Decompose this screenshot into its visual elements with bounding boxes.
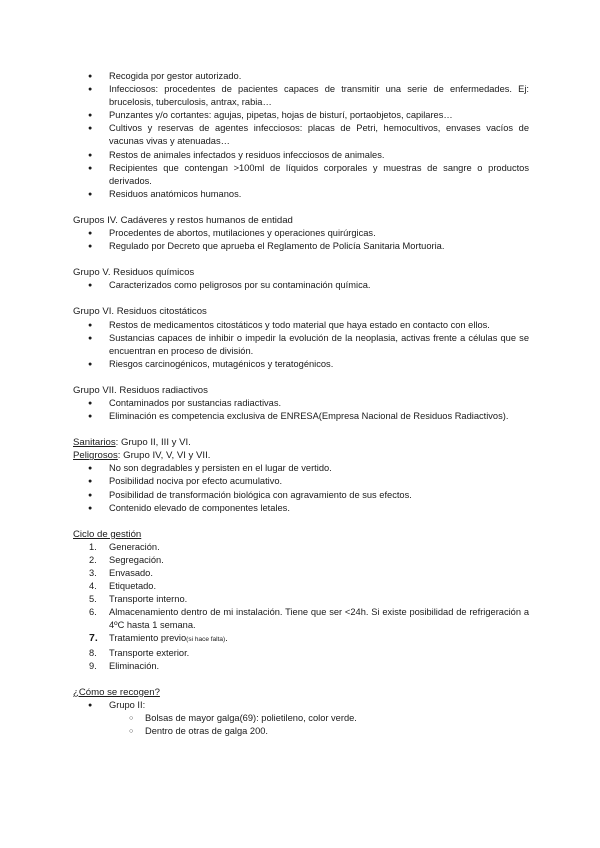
- ciclo-heading: Ciclo de gestión: [73, 528, 142, 540]
- grupo6-list: [73, 319, 529, 371]
- ciclo-list: [73, 541, 529, 673]
- list-item: ● Sustancias capaces de inhibir o impedir la evolución de la neoplasia, activas frente a células que se encuentran en proceso de división.: [73, 332, 529, 358]
- step-number: 3.: [89, 568, 97, 578]
- list-item: ● Posibilidad nociva por efecto acumulativo.: [73, 475, 529, 488]
- step-number: 1.: [89, 541, 97, 552]
- step-text: Generación.: [109, 541, 160, 552]
- list-item: ● Posibilidad de transformación biológica con agravamiento de sus efectos.: [73, 489, 529, 502]
- sanitarios-label: Sanitarios: [73, 437, 116, 449]
- grupo4-heading: Grupos IV. Cadáveres y restos humanos de entidad: [73, 214, 293, 226]
- step-text: Transporte exterior.: [109, 647, 190, 658]
- list-item: ● Contenido elevado de componentes letales.: [73, 502, 529, 515]
- step-text-end: .: [225, 633, 228, 644]
- grupo6-heading: Grupo VI. Residuos citostáticos: [73, 306, 207, 318]
- list-item: ● Riesgos carcinogénicos, mutagénicos y teratogénicos.: [73, 358, 529, 371]
- list-item: ● Grupo II:: [73, 699, 529, 712]
- recogen-sublist: [73, 712, 529, 738]
- step-text: Transporte interno.: [109, 594, 188, 605]
- list-item: ● Recogida por gestor autorizado.: [73, 70, 529, 83]
- step-number: 7.: [89, 632, 98, 645]
- list-item: [73, 632, 529, 646]
- list-item: ● No son degradables y persisten en el lugar de vertido.: [73, 462, 529, 475]
- grupo5-list: [73, 279, 529, 292]
- step-number: 5.: [89, 594, 97, 605]
- list-item: [73, 554, 529, 567]
- sanitarios-line: [73, 436, 529, 449]
- grupo3-list: [73, 70, 529, 201]
- list-item: [73, 593, 529, 606]
- list-item: ● Infecciosos: procedentes de pacientes capaces de transmitir una serie de enfermedades. Ej: brucelosis, tuberculosis, antrax, rabia…: [73, 83, 529, 109]
- list-item: ● Restos de animales infectados y residuos infecciosos de animales.: [73, 149, 529, 162]
- list-item: ● Recipientes que contengan >100ml de líquidos corporales y muestras de sangre o productos derivados.: [73, 162, 529, 188]
- list-item: ● Residuos anatómicos humanos.: [73, 188, 529, 201]
- list-item: [73, 567, 529, 580]
- step-text: Eliminación.: [109, 660, 160, 671]
- list-item: ● Procedentes de abortos, mutilaciones y operaciones quirúrgicas.: [73, 227, 529, 240]
- step-text: Etiquetado.: [109, 581, 157, 592]
- step-text: Envasado.: [109, 568, 153, 578]
- grupo4-list: [73, 227, 529, 253]
- recogen-heading: ¿Cómo se recogen?: [73, 686, 160, 698]
- grupo7-list: [73, 397, 529, 423]
- peligrosos-text: : Grupo IV, V, VI y VII.: [117, 450, 211, 462]
- grupo7-heading: Grupo VII. Residuos radiactivos: [73, 384, 208, 396]
- sanitarios-text: : Grupo II, III y VI.: [115, 437, 191, 449]
- list-item: [73, 580, 529, 593]
- sub-list-item: ○ Dentro de otras de galga 200.: [73, 725, 529, 738]
- list-item: [73, 541, 529, 554]
- list-item: ● Restos de medicamentos citostáticos y todo material que haya estado en contacto con ellos.: [73, 319, 529, 332]
- grupo5-heading: Grupo V. Residuos químicos: [73, 267, 195, 279]
- step-note: (si hace falta): [186, 636, 226, 644]
- peligrosos-line: [73, 449, 529, 462]
- step-number: 4.: [89, 581, 97, 592]
- recogen-list: [73, 699, 529, 712]
- list-item: ● Cultivos y reservas de agentes infecciosos: placas de Petri, hemocultivos, envases vacíos de vacunas vivas y atenuadas…: [73, 122, 529, 148]
- step-text: Segregación.: [109, 554, 164, 565]
- peligrosos-label: Peligrosos: [73, 450, 118, 462]
- list-item: ● Punzantes y/o cortantes: agujas, pipetas, hojas de bisturí, portaobjetos, capilares…: [73, 109, 529, 122]
- step-text: Almacenamiento dentro de mi instalación. Tiene que ser <24h. Si existe posibilidad de refrigeración a 4ºC hasta 1 semana.: [109, 607, 529, 631]
- list-item: ● Contaminados por sustancias radiactivas.: [73, 397, 529, 410]
- peligrosos-list: [73, 462, 529, 514]
- step-text: Tratamiento previo: [109, 633, 187, 644]
- list-item: [73, 606, 529, 632]
- list-item: [73, 647, 529, 660]
- document-content: [73, 70, 529, 738]
- list-item: ● Regulado por Decreto que aprueba el Reglamento de Policía Sanitaria Mortuoria.: [73, 240, 529, 253]
- step-number: 8.: [89, 647, 97, 658]
- step-number: 9.: [89, 660, 97, 671]
- list-item: ● Caracterizados como peligrosos por su contaminación química.: [73, 279, 529, 292]
- step-number: 6.: [89, 607, 97, 618]
- list-item: [73, 660, 529, 673]
- step-number: 2.: [89, 554, 97, 565]
- sub-list-item: ○ Bolsas de mayor galga(69): polietileno, color verde.: [73, 712, 529, 725]
- list-item: ● Eliminación es competencia exclusiva de ENRESA(Empresa Nacional de Residuos Radiactivos).: [73, 410, 529, 423]
